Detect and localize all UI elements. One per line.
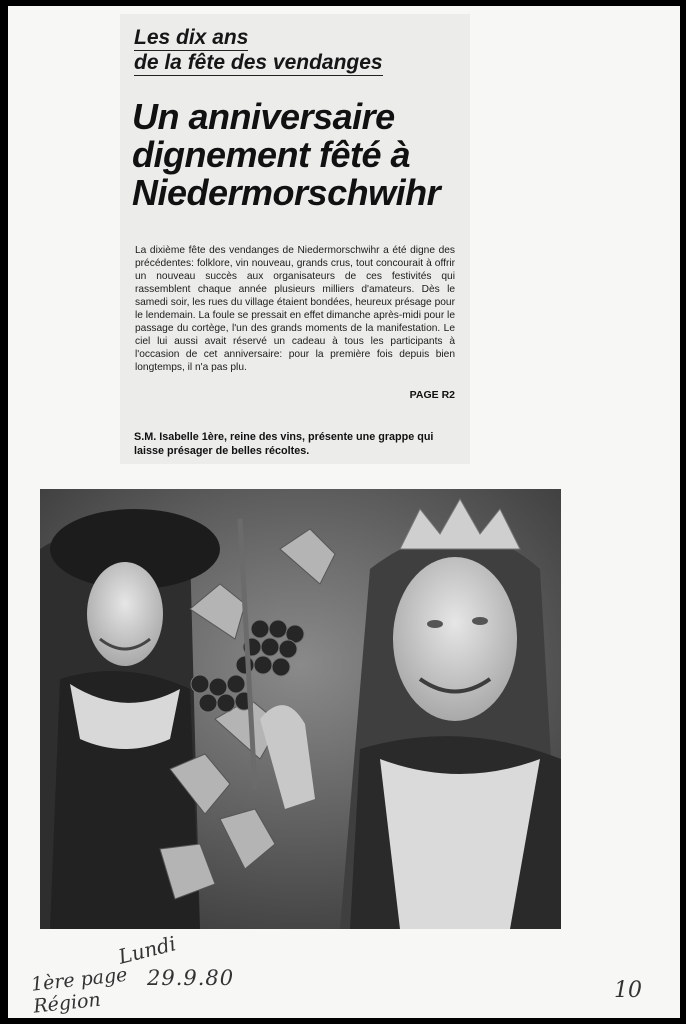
kicker-line-1: Les dix ans bbox=[134, 26, 249, 49]
article-photo bbox=[40, 489, 561, 929]
handwritten-number: 10 bbox=[614, 978, 642, 1003]
kicker bbox=[134, 26, 434, 76]
headline: Un anniversaire dignement fêté à Niedermorschwihr bbox=[132, 96, 441, 213]
photo-caption: S.M. Isabelle 1ère, reine des vins, présente une grappe qui laisse présager de belles récoltes. bbox=[134, 431, 434, 457]
photo-illustration bbox=[40, 489, 561, 929]
handwritten-page-note: 1ère page Région bbox=[30, 963, 129, 1018]
handwritten-day: Lundi bbox=[115, 931, 179, 969]
kicker-line-2: de la fête des vendanges bbox=[134, 51, 383, 74]
queen-face bbox=[393, 557, 517, 721]
article-body: La dixième fête des vendanges de Niedermorschwihr a été digne des précédentes: folklore, vin nouveau, grands crus, tout concourait à offrir un nouveau succès aux organisateurs de ces festivités qui rassemblent chaque année plusieurs milliers d'amateurs. Dès le samedi soir, les rues du village étaient bondées, heureux présage pour le lendemain. La foule se pressait en effet dimanche après-midi pour le passage du cortège, l'un des grands moments de la manifestation. Le ciel lui aussi avait réservé un cadeau à tous les participants à l'occasion de cet anniversaire: pour la première fois depuis bien longtemps, il n'a pas plu. bbox=[135, 245, 455, 373]
page-reference: PAGE R2 bbox=[409, 389, 455, 401]
handwritten-date: 29.9.80 bbox=[147, 966, 235, 990]
